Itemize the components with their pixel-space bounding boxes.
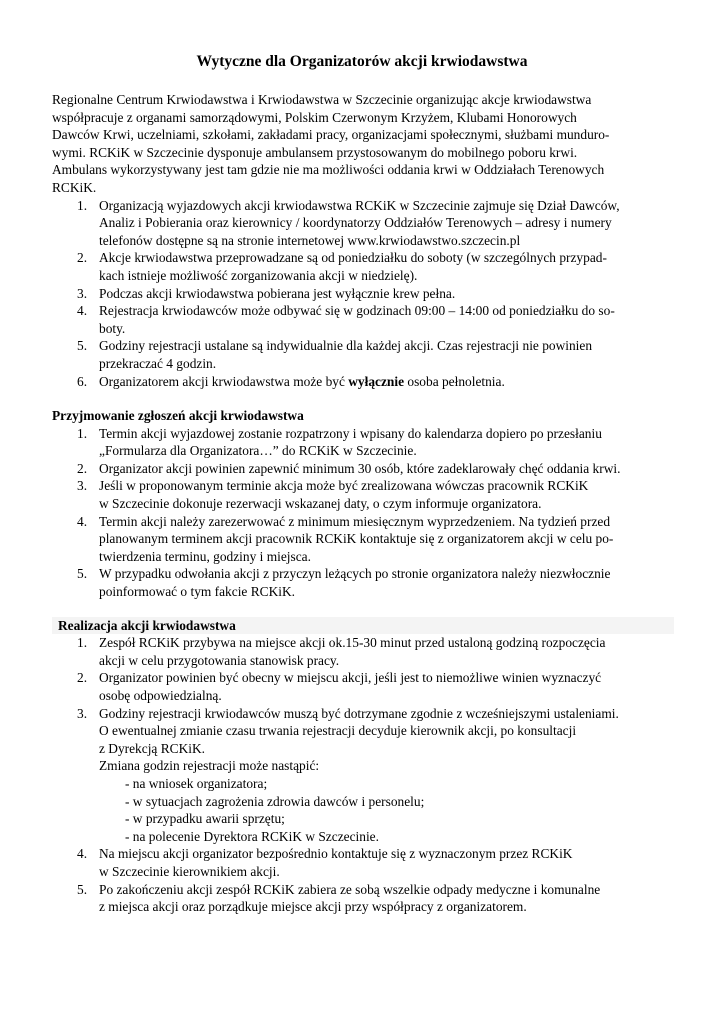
list-line: planowanym terminem akcji pracownik RCKiK kontaktuje się z organizatorem akcji w celu po- <box>99 531 614 547</box>
list-line: przekraczać 4 godzin. <box>99 355 217 371</box>
list-item <box>52 373 676 391</box>
list-line: Organizator powinien być obecny w miejscu akcji, jeśli jest to niemożliwe winien wyznaczyć <box>99 670 602 686</box>
list-line: W przypadku odwołania akcji z przyczyn leżących po stronie organizatora należy niezwłocznie <box>99 566 611 582</box>
section-heading: Przyjmowanie zgłoszeń akcji krwiodawstwa <box>52 408 304 424</box>
sub-bullet: - na polecenie Dyrektora RCKiK w Szczecinie. <box>125 828 379 844</box>
emphasis-text: wyłącznie <box>348 373 405 389</box>
list-item <box>52 425 676 460</box>
list-number: 4. <box>77 846 88 862</box>
list-number: 6. <box>77 373 88 389</box>
list-line: „Formularza dla Organizatora…” do RCKiK w Szczecinie. <box>99 443 417 459</box>
list-item <box>52 565 676 600</box>
list-line: w Szczecinie kierownikiem akcji. <box>99 863 280 879</box>
applications-list <box>52 425 676 601</box>
list-line: Organizator akcji powinien zapewnić minimum 30 osób, które zadeklarowały chęć oddania krwi. <box>99 460 621 476</box>
list-item <box>52 197 676 250</box>
list-item <box>52 845 676 880</box>
general-rules-list <box>52 197 676 391</box>
list-number: 5. <box>77 566 88 582</box>
list-number: 1. <box>77 635 88 651</box>
intro-line: współpracuje z organami samorządowymi, Polskim Czerwonym Krzyżem, Klubami Honorowych <box>52 109 577 125</box>
list-line: Zmiana godzin rejestracji może nastąpić: <box>99 758 320 774</box>
list-item <box>52 302 676 337</box>
list-number: 3. <box>77 705 88 721</box>
list-item <box>52 669 676 704</box>
list-number: 2. <box>77 670 88 686</box>
list-number: 2. <box>77 250 88 266</box>
execution-list <box>52 634 676 916</box>
section-heading: Realizacja akcji krwiodawstwa <box>52 617 674 635</box>
list-line: z Dyrekcją RCKiK. <box>99 740 205 756</box>
list-line: z miejsca akcji oraz porządkuje miejsce akcji przy współpracy z organizatorem. <box>99 899 527 915</box>
intro-line: RCKiK. <box>52 179 97 195</box>
list-line: Termin akcji wyjazdowej zostanie rozpatrzony i wpisany do kalendarza dopiero po przesłaniu <box>99 425 602 441</box>
list-line: Termin akcji należy zarezerwować z minimum miesięcznym wyprzedzeniem. Na tydzień przed <box>99 513 611 529</box>
list-number: 4. <box>77 513 88 529</box>
list-line: telefonów dostępne są na stronie internetowej www.krwiodawstwo.szczecin.pl <box>99 232 521 248</box>
list-line: Zespół RCKiK przybywa na miejsce akcji ok.15-30 minut przed ustaloną godziną rozpoczęcia <box>99 635 606 651</box>
list-line: Jeśli w proponowanym terminie akcja może być zrealizowana wówczas pracownik RCKiK <box>99 478 589 494</box>
list-line: Godziny rejestracji krwiodawców muszą być dotrzymane zgodnie z wcześniejszymi ustaleniami. <box>99 705 619 721</box>
intro-line: Dawców Krwi, uczelniami, szkołami, zakładami pracy, organizacjami społecznymi, służbami munduro- <box>52 127 610 143</box>
list-item <box>52 285 676 303</box>
intro-line: Regionalne Centrum Krwiodawstwa i Krwiodawstwa w Szczecinie organizując akcje krwiodawstwa <box>52 92 592 107</box>
list-line: osobę odpowiedzialną. <box>99 688 222 703</box>
list-line: Godziny rejestracji ustalane są indywidualnie dla każdej akcji. Czas rejestracji nie powinien <box>99 338 593 354</box>
list-item <box>52 881 676 916</box>
intro-paragraph <box>52 91 676 197</box>
list-item <box>52 460 676 478</box>
document-title: Wytyczne dla Organizatorów akcji krwiodawstwa <box>196 53 528 70</box>
intro-line: wymi. RCKiK w Szczecinie dysponuje ambulansem przystosowanym do mobilnego poboru krwi. <box>52 144 578 160</box>
list-line: O ewentualnej zmianie czasu trwania rejestracji decyduje kierownik akcji, po konsultacji <box>99 723 577 739</box>
list-line: Podczas akcji krwiodawstwa pobierana jest wyłącznie krew pełna. <box>99 285 456 301</box>
list-number: 5. <box>77 338 88 354</box>
sub-bullet: - w przypadku awarii sprzętu; <box>125 811 285 827</box>
list-line: twierdzenia terminu, godziny i miejsca. <box>99 548 311 564</box>
list-line: Po zakończeniu akcji zespół RCKiK zabiera ze sobą wszelkie odpady medyczne i komunalne <box>99 881 601 897</box>
list-item <box>52 513 676 566</box>
document-page <box>52 52 676 916</box>
list-line: Na miejscu akcji organizator bezpośrednio kontaktuje się z wyznaczonym przez RCKiK <box>99 846 573 862</box>
list-number: 3. <box>77 285 88 301</box>
list-line: kach istnieje możliwość zorganizowania akcji w niedzielę). <box>99 267 418 283</box>
list-line: boty. <box>99 320 126 336</box>
list-line: Rejestracja krwiodawców może odbywać się w godzinach 09:00 – 14:00 od poniedziałku do so- <box>99 303 615 319</box>
intro-line: Ambulans wykorzystywany jest tam gdzie nie ma możliwości oddania krwi w Oddziałach Terenowych <box>52 162 605 178</box>
text-run: Organizatorem akcji krwiodawstwa może być <box>99 373 349 389</box>
list-item <box>52 477 676 512</box>
text-run: osoba pełnoletnia. <box>404 373 505 389</box>
list-item <box>52 634 676 669</box>
list-number: 3. <box>77 478 88 494</box>
list-item <box>52 337 676 372</box>
list-line: Organizacją wyjazdowych akcji krwiodawstwa RCKiK w Szczecinie zajmuje się Dział Dawców, <box>99 197 620 213</box>
list-item <box>52 249 676 284</box>
list-line: poinformować o tym fakcie RCKiK. <box>99 584 295 600</box>
list-line: Analiz i Pobierania oraz kierownicy / koordynatorzy Oddziałów Terenowych – adresy i numery <box>99 215 612 231</box>
list-number: 1. <box>77 425 88 441</box>
list-number: 5. <box>77 881 88 897</box>
sub-bullet: - na wniosek organizatora; <box>125 775 268 791</box>
list-number: 2. <box>77 460 88 476</box>
list-line: w Szczecinie dokonuje rezerwacji wskazanej daty, o czym informuje organizatora. <box>99 496 542 512</box>
list-item <box>52 705 676 846</box>
sub-bullet: - w sytuacjach zagrożenia zdrowia dawców i personelu; <box>125 793 425 809</box>
list-line: akcji w celu przygotowania stanowisk pracy. <box>99 652 340 668</box>
list-number: 4. <box>77 303 88 319</box>
list-number: 1. <box>77 197 88 213</box>
list-line <box>99 373 676 391</box>
list-line: Akcje krwiodawstwa przeprowadzane są od poniedziałku do soboty (w szczególnych przypad- <box>99 250 607 266</box>
